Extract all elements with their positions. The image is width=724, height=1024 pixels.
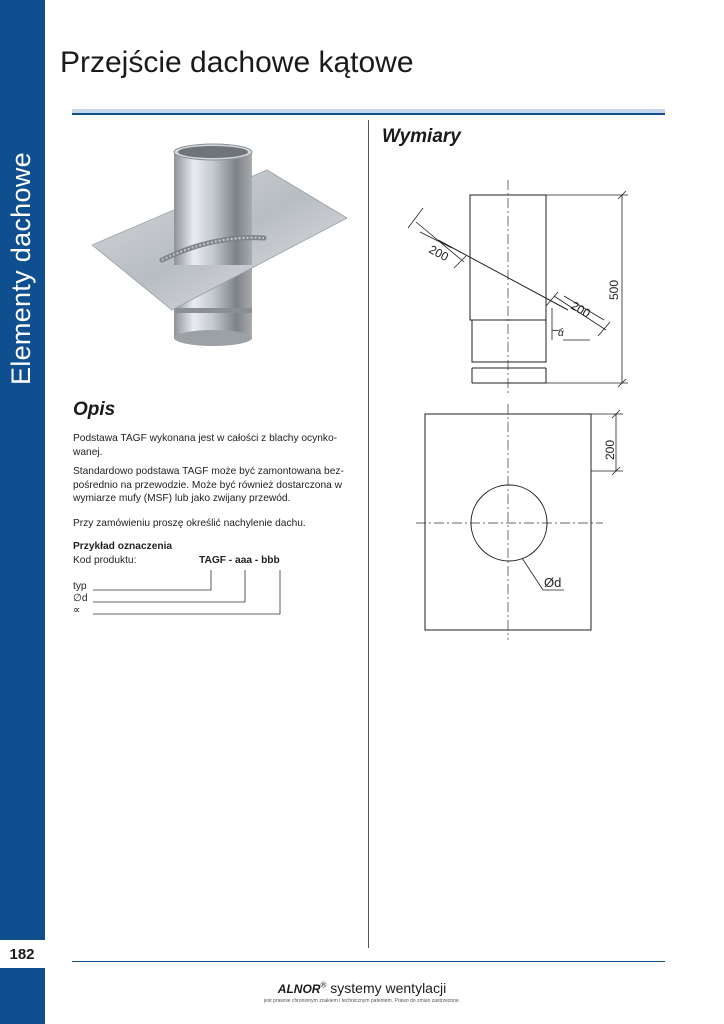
- wymiary-heading: Wymiary: [382, 126, 461, 147]
- dim-diag-lower: 200: [568, 298, 593, 321]
- product-code-label: Kod produktu:: [73, 555, 137, 566]
- side-title: [2, 152, 42, 655]
- diameter-label: Ød: [544, 575, 562, 590]
- example-heading: Przykład oznaczenia: [73, 541, 173, 552]
- footer-rule: [72, 961, 665, 962]
- title-rule: [72, 109, 665, 115]
- dim-diag-upper: 200: [426, 242, 451, 265]
- opis-paragraph-1: Podstawa TAGF wykonana jest w całości z blachy ocynko-wanej.: [73, 433, 338, 458]
- page-number: 182: [9, 946, 35, 963]
- legend-angle: ∝: [73, 605, 81, 616]
- column-divider: [368, 120, 369, 948]
- side-title-text: Elementy dachowe: [6, 152, 36, 385]
- product-photo: [92, 140, 347, 376]
- footer-brand: [0, 980, 724, 996]
- page-title: Przejście dachowe kątowe: [60, 46, 414, 79]
- brand-tagline: systemy wentylacji: [330, 980, 447, 996]
- opis-paragraph-2: Standardowo podstawa TAGF może być zamontowana bez-pośrednio na przewodzie. Może być również dostarczona w wymiarze mufy (MSF) lub jako zwijany przewód.: [73, 466, 344, 504]
- registered-mark: ®: [320, 980, 327, 990]
- dim-height: 500: [607, 279, 621, 300]
- legend-diameter: ∅d: [73, 593, 88, 604]
- dim-plate: 200: [603, 439, 617, 460]
- opis-paragraph-3: Przy zamówieniu proszę określić nachylenie dachu.: [73, 518, 306, 529]
- technical-drawing: [378, 170, 678, 640]
- product-code: TAGF - aaa - bbb: [199, 555, 280, 566]
- footer-note: jest prawnie chronionym znakiem i technicznym patentem. Prawo do zmian zastrzeżone.: [263, 998, 461, 1004]
- legend-typ: typ: [73, 581, 87, 592]
- brand-logo: ALNOR: [277, 982, 321, 996]
- opis-heading: Opis: [73, 399, 116, 420]
- angle-label: α: [558, 328, 564, 339]
- example-leader-lines: [73, 560, 303, 620]
